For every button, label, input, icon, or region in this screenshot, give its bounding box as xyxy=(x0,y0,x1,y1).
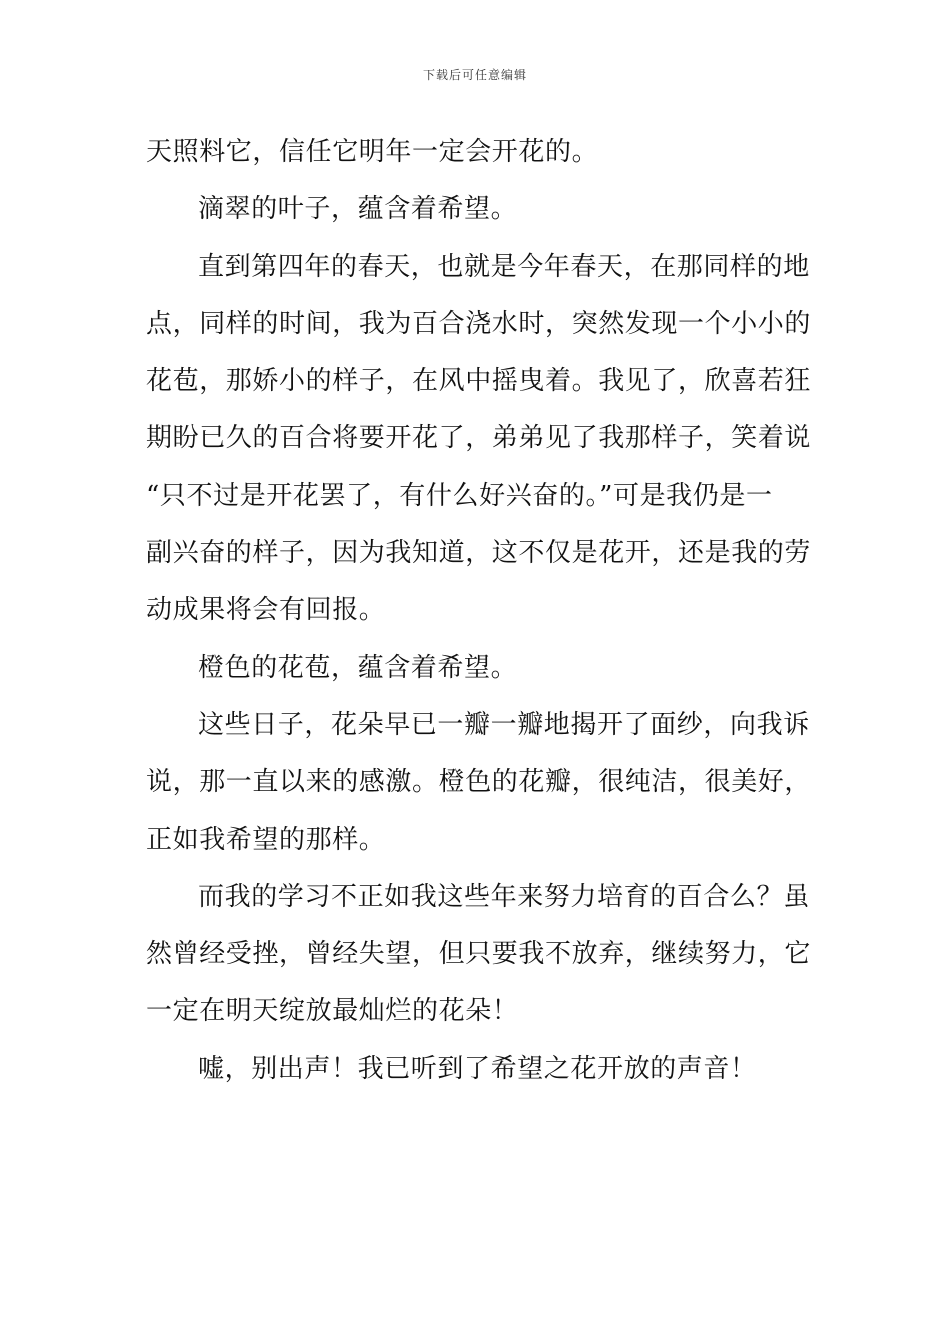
text-line: 正如我希望的那样。 xyxy=(146,824,386,855)
text-line: 直到第四年的春天，也就是今年春天，在那同样的地 xyxy=(198,251,810,282)
text-line: 花苞，那娇小的样子，在风中摇曳着。我见了，欣喜若狂 xyxy=(146,366,812,397)
text-line: 天照料它，信任它明年一定会开花的。 xyxy=(146,137,599,167)
text-line: 说，那一直以来的感激。橙色的花瓣，很纯洁，很美好， xyxy=(146,767,812,798)
text-line: 然曾经受挫，曾经失望，但只要我不放弃，继续努力，它 xyxy=(146,939,812,970)
text-line: 副兴奋的样子，因为我知道，这不仅是花开，还是我的劳 xyxy=(146,538,812,569)
text-line: 动成果将会有回报。 xyxy=(146,595,386,626)
page-header: 下载后可任意编辑 xyxy=(422,68,527,82)
text-line: 而我的学习不正如我这些年来努力培育的百合么？虽 xyxy=(198,881,810,912)
document-body xyxy=(146,128,810,1102)
text-line: “只不过是开花罢了，有什么好兴奋的。”可是我仍是一 xyxy=(146,480,773,511)
text-line: 嘘，别出声！我已听到了希望之花开放的声音！ xyxy=(198,1053,757,1084)
text-line: 点，同样的时间，我为百合浇水时，突然发现一个小小的 xyxy=(146,308,812,339)
text-line: 期盼已久的百合将要开花了，弟弟见了我那样子，笑着说 xyxy=(146,423,812,454)
text-line: 这些日子，花朵早已一瓣一瓣地揭开了面纱，向我诉 xyxy=(198,709,810,740)
text-line: 橙色的花苞，蕴含着希望。 xyxy=(198,652,518,683)
text-line: 一定在明天绽放最灿烂的花朵！ xyxy=(146,996,519,1027)
text-line: 滴翠的叶子，蕴含着希望。 xyxy=(198,194,518,225)
